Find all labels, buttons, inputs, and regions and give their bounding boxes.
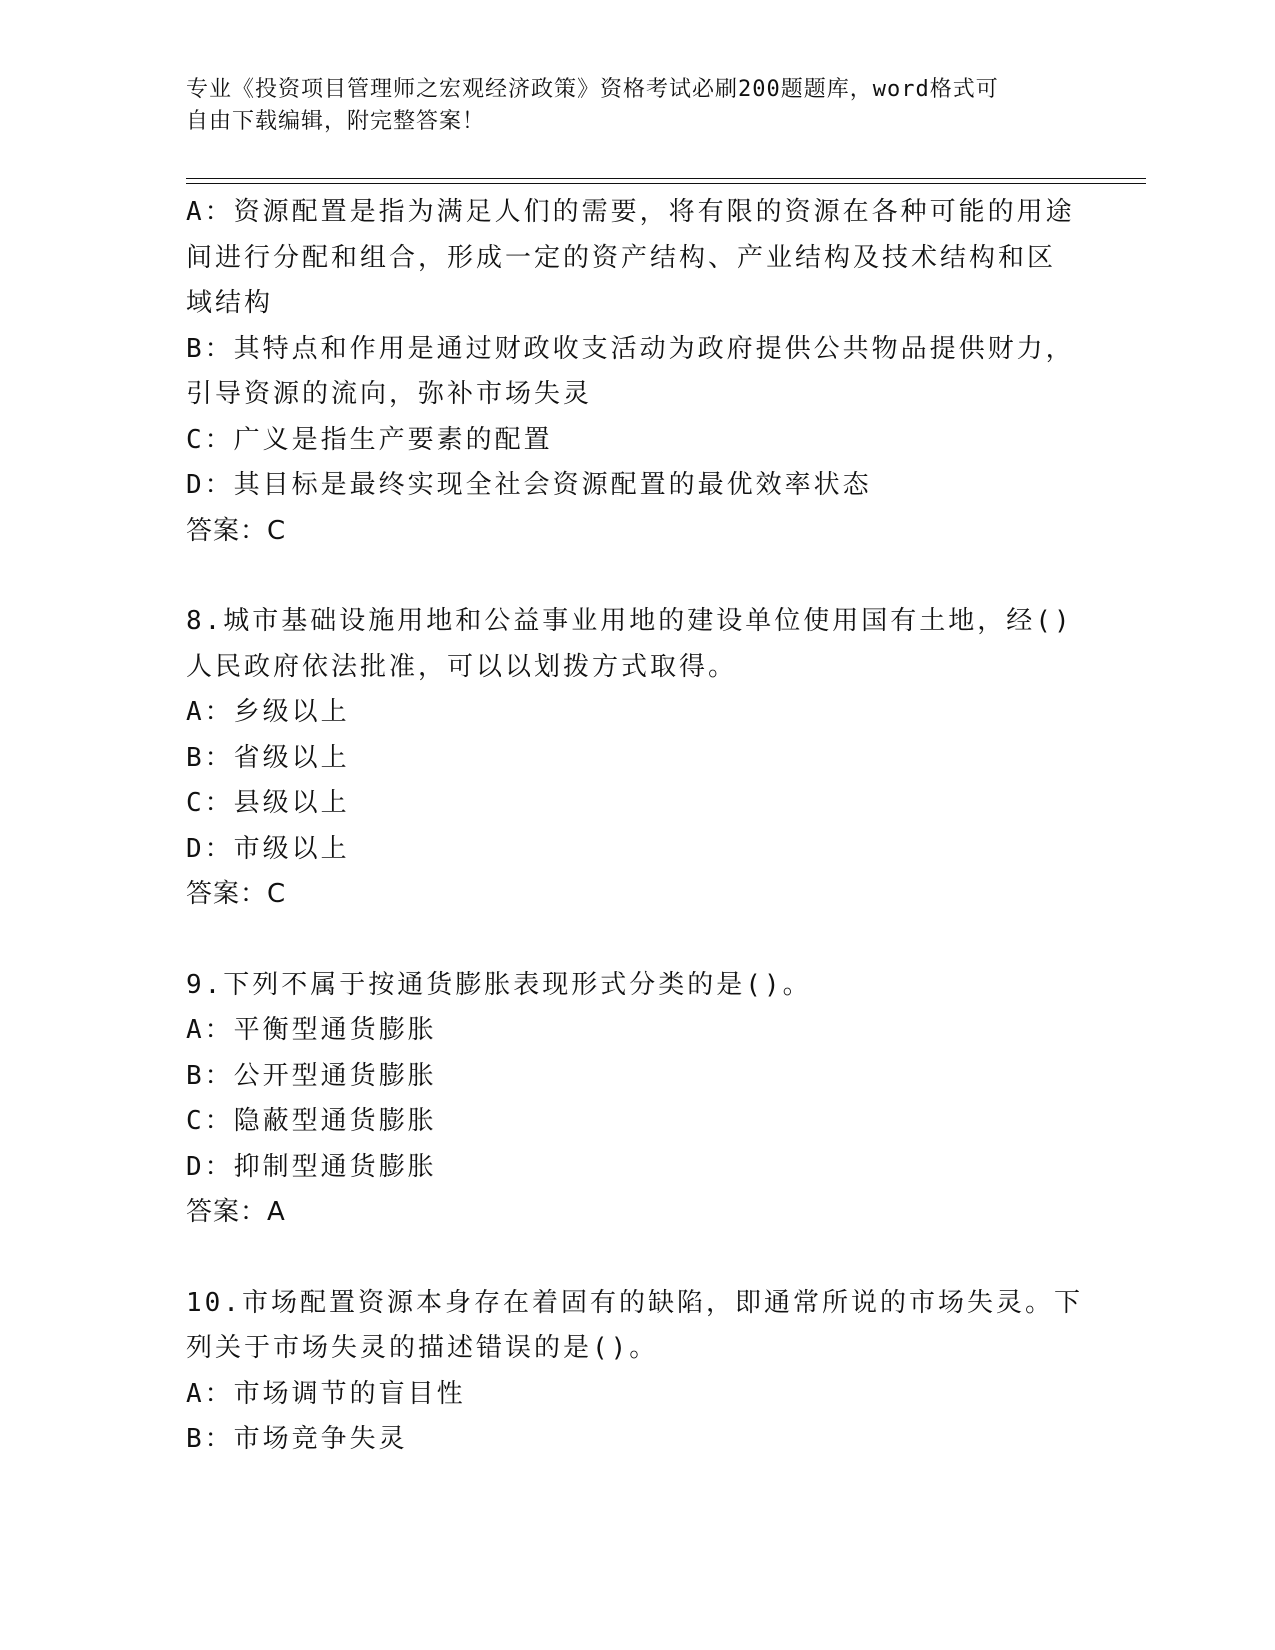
option-b: B：公开型通货膨胀 (186, 1060, 437, 1091)
option-a-line-3: 域结构 (186, 288, 274, 318)
option-b-line-1: B：其特点和作用是通过财政收支活动为政府提供公共物品提供财力， (186, 333, 1075, 364)
option-c: C：隐蔽型通货膨胀 (186, 1106, 437, 1136)
answer: 答案：C (186, 879, 287, 909)
header-divider-top (186, 178, 1146, 179)
question-stem-line-1: 10.市场配置资源本身存在着固有的缺陷，即通常所说的市场失灵。下 (186, 1287, 1083, 1318)
header-line-1: 专业《投资项目管理师之宏观经济政策》资格考试必刷200题题库，word格式可 (186, 77, 999, 102)
question-stem: 9.下列不属于按通货膨胀表现形式分类的是()。 (186, 969, 812, 1000)
option-d: D：市级以上 (186, 833, 350, 864)
question-stem-line-2: 列关于市场失灵的描述错误的是()。 (186, 1333, 659, 1363)
question-8 (186, 599, 1086, 918)
option-a-line-2: 间进行分配和组合，形成一定的资产结构、产业结构及技术结构和区 (186, 242, 1057, 273)
option-d: D：抑制型通货膨胀 (186, 1151, 437, 1182)
document-header (186, 74, 1066, 138)
option-b-line-2: 引导资源的流向，弥补市场失灵 (186, 379, 593, 409)
option-a: A：乡级以上 (186, 697, 350, 727)
question-10 (186, 1281, 1086, 1463)
option-a-line-1: A：资源配置是指为满足人们的需要，将有限的资源在各种可能的用途 (186, 197, 1075, 227)
header-divider-bottom (186, 183, 1146, 184)
question-content (186, 190, 1086, 1463)
answer: 答案：A (186, 1197, 286, 1227)
option-d: D：其目标是最终实现全社会资源配置的最优效率状态 (186, 470, 872, 500)
question-stem-line-2: 人民政府依法批准，可以以划拨方式取得。 (186, 651, 738, 682)
option-c: C：县级以上 (186, 788, 350, 818)
header-line-2: 自由下载编辑，附完整答案！ (186, 109, 486, 134)
answer: 答案：C (186, 515, 287, 546)
question-stem-line-1: 8.城市基础设施用地和公益事业用地的建设单位使用国有土地，经() (186, 606, 1073, 636)
option-c: C：广义是指生产要素的配置 (186, 424, 553, 455)
option-a: A：市场调节的盲目性 (186, 1378, 466, 1409)
option-b: B：市场竞争失灵 (186, 1424, 408, 1454)
question-9 (186, 963, 1086, 1236)
question-7-continued (186, 190, 1086, 554)
option-a: A：平衡型通货膨胀 (186, 1015, 437, 1045)
option-b: B：省级以上 (186, 742, 350, 773)
